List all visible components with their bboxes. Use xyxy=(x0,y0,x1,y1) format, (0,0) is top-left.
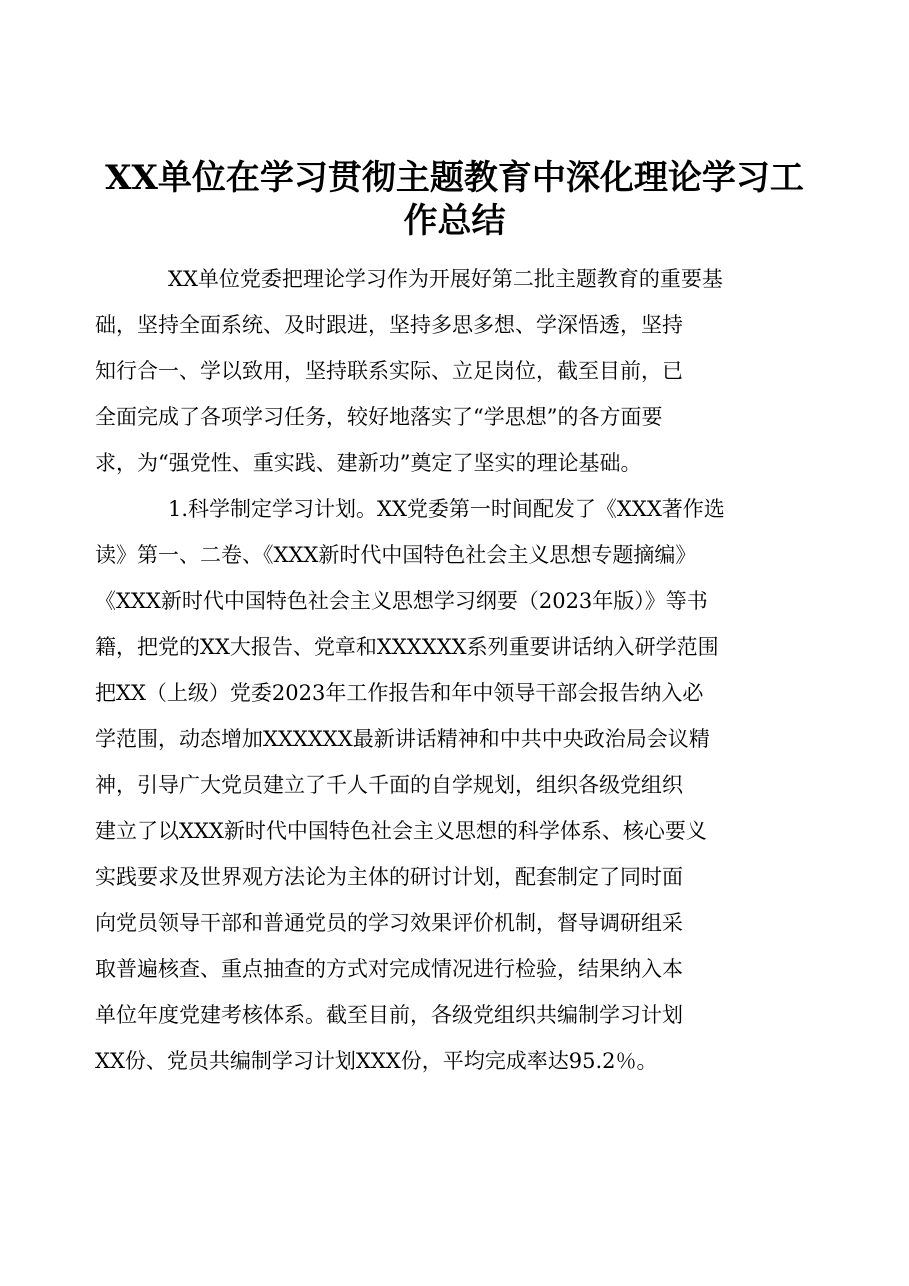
paragraph-line: 建立了以XXX新时代中国特色社会主义思想的科学体系、核心要义 xyxy=(95,819,707,843)
paragraph-line: 《XXX新时代中国特色社会主义思想学习纲要（2023年版）》等书 xyxy=(95,589,708,613)
paragraph-line: 知行合一、学以致用，坚持联系实际、立足岗位，截至目前，已 xyxy=(95,359,683,383)
paragraph-line: 求，为“强党性、重实践、建新功”奠定了坚实的理论基础。 xyxy=(95,451,642,475)
document-title-line-2: 作总结 xyxy=(403,201,506,241)
paragraph-line: 1.科学制定学习计划。XX党委第一时间配发了《XXX著作选 xyxy=(168,497,725,521)
paragraph-line: 全面完成了各项学习任务，较好地落实了“学思想”的各方面要 xyxy=(95,405,663,429)
paragraph-line: 向党员领导干部和普通党员的学习效果评价机制，督导调研组采 xyxy=(95,911,683,935)
paragraph-line: 籍，把党的XX大报告、党章和XXXXXX系列重要讲话纳入研学范围 xyxy=(95,635,719,659)
paragraph-line: 础，坚持全面系统、及时跟进，坚持多思多想、学深悟透，坚持 xyxy=(95,313,683,337)
paragraph-line: XX份、党员共编制学习计划XXX份，平均完成率达95.2％。 xyxy=(95,1049,658,1073)
paragraph-line: 单位年度党建考核体系。截至目前，各级党组织共编制学习计划 xyxy=(95,1003,683,1027)
paragraph-line: 学范围，动态增加XXXXXX最新讲话精神和中共中央政治局会议精 xyxy=(95,727,710,751)
paragraph-line: XX单位党委把理论学习作为开展好第二批主题教育的重要基 xyxy=(168,267,723,291)
paragraph-line: 神，引导广大党员建立了千人千面的自学规划，组织各级党组织 xyxy=(95,773,683,797)
paragraph-line: 实践要求及世界观方法论为主体的研讨计划，配套制定了同时面 xyxy=(95,865,683,889)
paragraph-line: 取普遍核查、重点抽查的方式对完成情况进行检验，结果纳入本 xyxy=(95,957,683,981)
paragraph-line: 读》第一、二卷、《XXX新时代中国特色社会主义思想专题摘编》 xyxy=(95,543,697,567)
document-title-line-1: XX单位在学习贯彻主题教育中深化理论学习工 xyxy=(105,158,804,198)
paragraph-line: 把XX（上级）党委2023年工作报告和年中领导干部会报告纳入必 xyxy=(95,681,704,705)
